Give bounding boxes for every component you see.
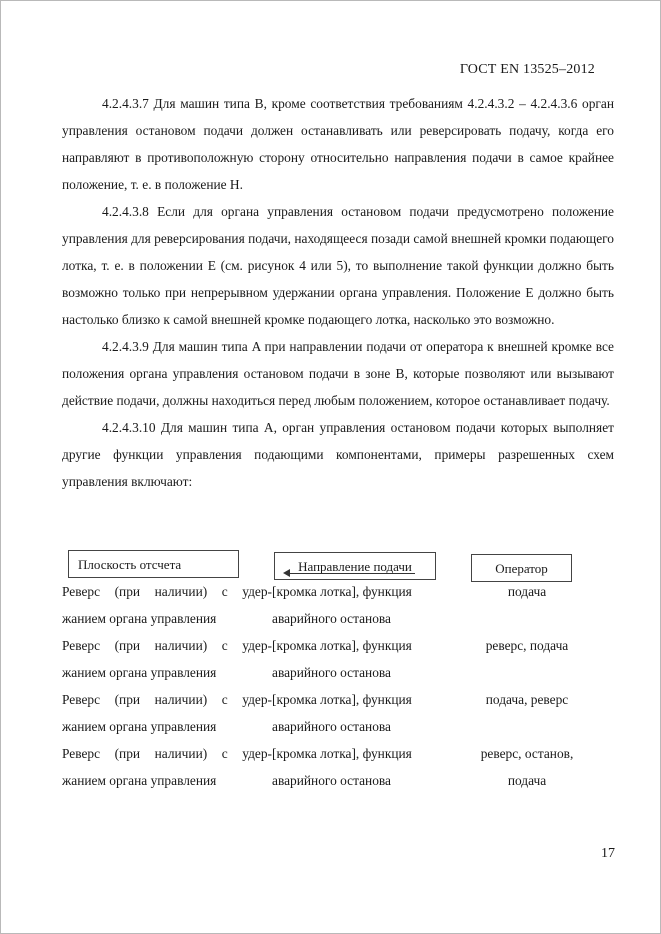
page-number: 17 <box>601 846 615 861</box>
operator-text: подача <box>507 773 547 788</box>
standard-header: ГОСТ EN 13525–2012 <box>459 62 595 77</box>
table-row <box>62 578 622 632</box>
reverse-cell <box>62 578 272 632</box>
reverse-text: Реверс (при наличии) с удер- <box>62 584 272 599</box>
edge-cell <box>272 632 452 686</box>
edge-text: [кромка лотка], функция <box>272 746 412 761</box>
reference-plane-box <box>68 550 239 578</box>
paragraph-4-2-4-3-9: 4.2.4.3.9 Для машин типа A при направлении подачи от оператора к внешней кромке все положения органа управления остановом подачи в зоне B, которые позволяют или вызывают действие подачи, должны находиться перед любым положением, которое останавливает подачу. <box>62 339 614 408</box>
edge-cell <box>272 686 452 740</box>
arrow-left-icon <box>283 569 290 577</box>
reference-plane-label: Плоскость отсчета <box>78 557 182 572</box>
edge-text: [кромка лотка], функция <box>272 692 412 707</box>
operator-cell <box>452 740 602 794</box>
operator-label: Оператор <box>495 561 548 576</box>
reverse-cell <box>62 740 272 794</box>
control-schemes-table <box>62 578 622 794</box>
edge-text: аварийного останова <box>272 719 392 734</box>
edge-text: [кромка лотка], функция <box>272 584 412 599</box>
operator-text: реверс, останов, <box>480 746 574 761</box>
edge-text: [кромка лотка], функция <box>272 638 412 653</box>
operator-cell <box>452 578 602 632</box>
edge-cell <box>272 578 452 632</box>
body-text <box>62 90 614 495</box>
operator-cell <box>452 632 602 686</box>
arrow-line <box>289 573 415 574</box>
operator-text: подача <box>507 584 547 599</box>
table-row <box>62 740 622 794</box>
paragraph-4-2-4-3-7: 4.2.4.3.7 Для машин типа B, кроме соответствия требованиям 4.2.4.3.2 – 4.2.4.3.6 орган управления остановом подачи должен останавливать или реверсировать подачу, когда его направляют в противоположную сторону относительно направления подачи в самое крайнее положение, т. е. в положение H. <box>62 96 614 192</box>
operator-text: реверс, подача <box>485 638 569 653</box>
table-row <box>62 686 622 740</box>
reverse-text: жанием органа управления <box>62 719 217 734</box>
operator-cell <box>452 686 602 740</box>
feed-direction-label: Направление подачи <box>298 559 412 574</box>
paragraph-4-2-4-3-8: 4.2.4.3.8 Если для органа управления остановом подачи предусмотрено положение управления для реверсирования подачи, находящееся позади самой внешней кромки подающего лотка, т. е. в положении E (см. рисунок 4 или 5), то выполнение такой функции должно быть возможно только при непрерывном удержании органа управления. Положение E должно быть настолько близко к самой внешней кромке подающего лотка, насколько это возможно. <box>62 204 614 327</box>
edge-text: аварийного останова <box>272 665 392 680</box>
reverse-text: жанием органа управления <box>62 665 217 680</box>
reverse-text: жанием органа управления <box>62 611 217 626</box>
reverse-cell <box>62 632 272 686</box>
table-row <box>62 632 622 686</box>
reverse-text: жанием органа управления <box>62 773 217 788</box>
operator-text: подача, реверс <box>485 692 569 707</box>
reverse-text: Реверс (при наличии) с удер- <box>62 692 272 707</box>
edge-text: аварийного останова <box>272 611 392 626</box>
edge-text: аварийного останова <box>272 773 392 788</box>
reverse-text: Реверс (при наличии) с удер- <box>62 746 272 761</box>
edge-cell <box>272 740 452 794</box>
feed-direction-box <box>274 552 436 580</box>
reverse-text: Реверс (при наличии) с удер- <box>62 638 272 653</box>
paragraph-4-2-4-3-10: 4.2.4.3.10 Для машин типа A, орган управления остановом подачи которых выполняет другие функции управления подающими компонентами, примеры разрешенных схем управления включают: <box>62 420 614 489</box>
reverse-cell <box>62 686 272 740</box>
